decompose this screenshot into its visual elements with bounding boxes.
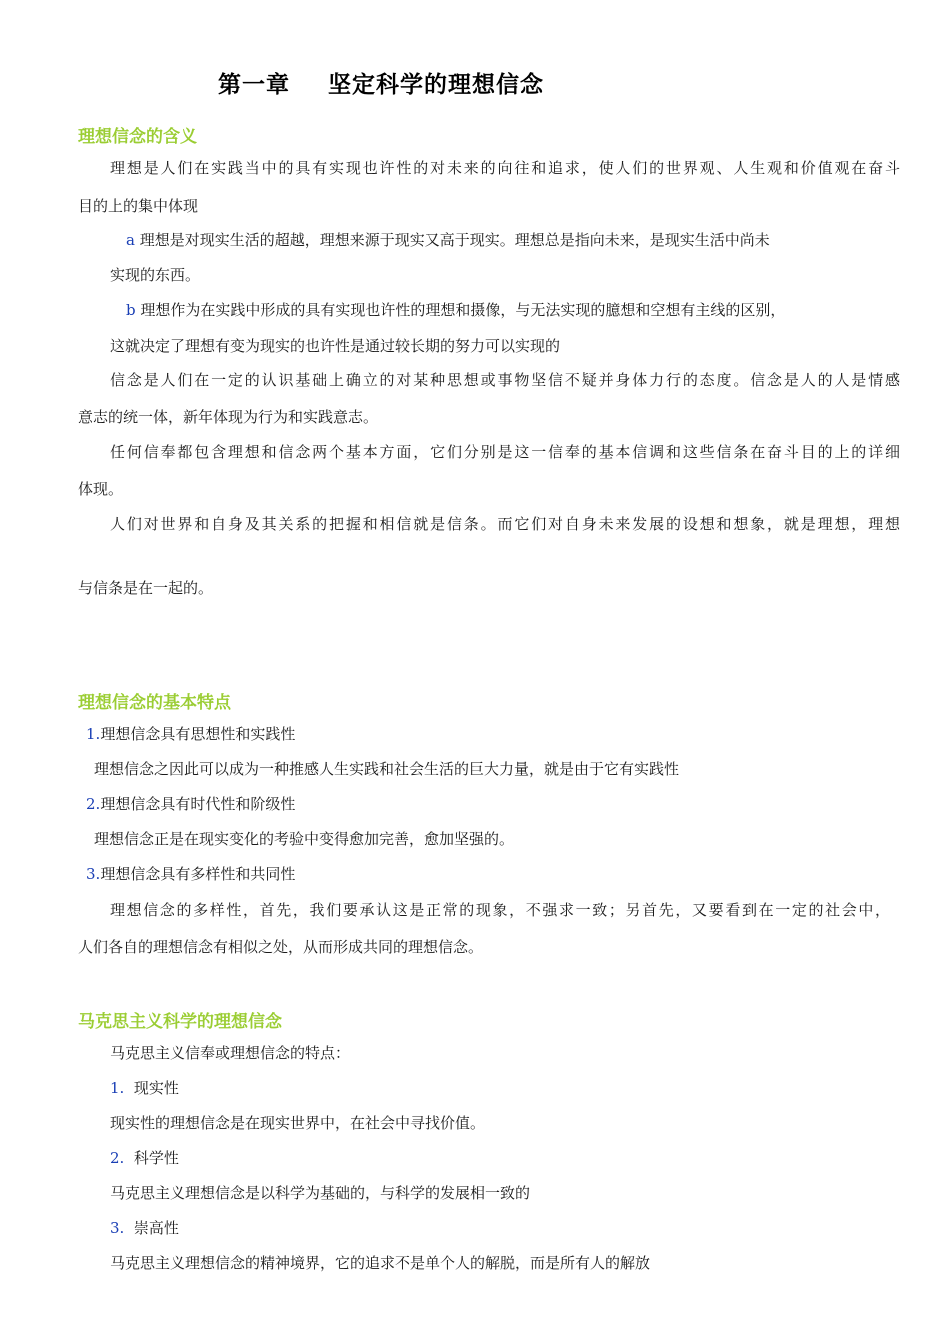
list-item xyxy=(110,1078,179,1098)
item-description: 理想信念的多样性，首先，我们要承认这是正常的现象，不强求一致；另首先，又要看到在一定的社会中， xyxy=(110,901,890,919)
list-item xyxy=(110,1218,179,1238)
list-item xyxy=(86,724,295,744)
paragraph-line: 理想是人们在实践当中的具有实现也许性的对未来的向往和追求，使人们的世界观、人生观和价值观在奋斗 xyxy=(110,159,900,177)
list-item xyxy=(110,1148,179,1168)
paragraph-line: 目的上的集中体现 xyxy=(78,197,199,215)
list-item xyxy=(86,794,295,814)
item-description: 马克思主义理想信念是以科学为基础的，与科学的发展相一致的 xyxy=(110,1184,531,1202)
item-marker: b xyxy=(126,301,136,319)
chapter-label: 第一章 xyxy=(218,72,290,98)
paragraph-line: 体现。 xyxy=(78,480,124,498)
list-item-a xyxy=(126,230,770,250)
item-title: 理想信念具有多样性和共同性 xyxy=(100,865,296,883)
list-item xyxy=(86,864,295,884)
item-number: 2. xyxy=(110,1149,125,1167)
item-number: 3. xyxy=(86,865,101,883)
item-number: 3. xyxy=(110,1219,125,1237)
section-heading-meaning: 理想信念的含义 xyxy=(78,127,197,147)
item-title: 理想信念具有思想性和实践性 xyxy=(100,725,296,743)
paragraph-line: 意志的统一体，新年体现为行为和实践意志。 xyxy=(78,408,379,426)
paragraph-line: 理想是对现实生活的超越，理想来源于现实又高于现实。理想总是指向未来，是现实生活中尚未 xyxy=(139,231,770,249)
paragraph-line: 理想作为在实践中形成的具有实现也许性的理想和摄像，与无法实现的臆想和空想有主线的区别， xyxy=(140,301,786,319)
item-title: 崇高性 xyxy=(133,1219,179,1237)
list-item-b xyxy=(126,300,785,320)
item-title: 理想信念具有时代性和阶级性 xyxy=(100,795,296,813)
item-marker: a xyxy=(126,231,135,249)
item-title: 现实性 xyxy=(133,1079,179,1097)
paragraph-line: 人们对世界和自身及其关系的把握和相信就是信条。而它们对自身未来发展的设想和想象，就是理想，理想 xyxy=(110,515,900,533)
chapter-title xyxy=(218,66,544,99)
section-heading-features: 理想信念的基本特点 xyxy=(78,693,231,713)
chapter-title-text: 坚定科学的理想信念 xyxy=(328,72,544,98)
item-number: 1. xyxy=(86,725,101,743)
item-description: 理想信念之因此可以成为一种推感人生实践和社会生活的巨大力量，就是由于它有实践性 xyxy=(94,760,680,778)
item-description: 马克思主义理想信念的精神境界，它的追求不是单个人的解脱，而是所有人的解放 xyxy=(110,1254,651,1272)
item-number: 1. xyxy=(110,1079,125,1097)
item-title: 科学性 xyxy=(133,1149,179,1167)
item-number: 2. xyxy=(86,795,101,813)
section-heading-marxism: 马克思主义科学的理想信念 xyxy=(78,1012,282,1032)
paragraph-line: 任何信奉都包含理想和信念两个基本方面，它们分别是这一信奉的基本信调和这些信条在奋斗目的上的详细 xyxy=(110,443,900,461)
item-description: 人们各自的理想信念有相似之处，从而形成共同的理想信念。 xyxy=(78,938,484,956)
paragraph-line: 这就决定了理想有变为现实的也许性是通过较长期的努力可以实现的 xyxy=(110,337,561,355)
item-description: 理想信念正是在现实变化的考验中变得愈加完善，愈加坚强的。 xyxy=(94,830,515,848)
paragraph-line: 马克思主义信奉或理想信念的特点： xyxy=(110,1044,351,1062)
paragraph-line: 与信条是在一起的。 xyxy=(78,579,214,597)
paragraph-line: 信念是人们在一定的认识基础上确立的对某种思想或事物坚信不疑并身体力行的态度。信念是人的人是情感 xyxy=(110,371,900,389)
item-description: 现实性的理想信念是在现实世界中，在社会中寻找价值。 xyxy=(110,1114,486,1132)
paragraph-line: 实现的东西。 xyxy=(110,266,201,284)
